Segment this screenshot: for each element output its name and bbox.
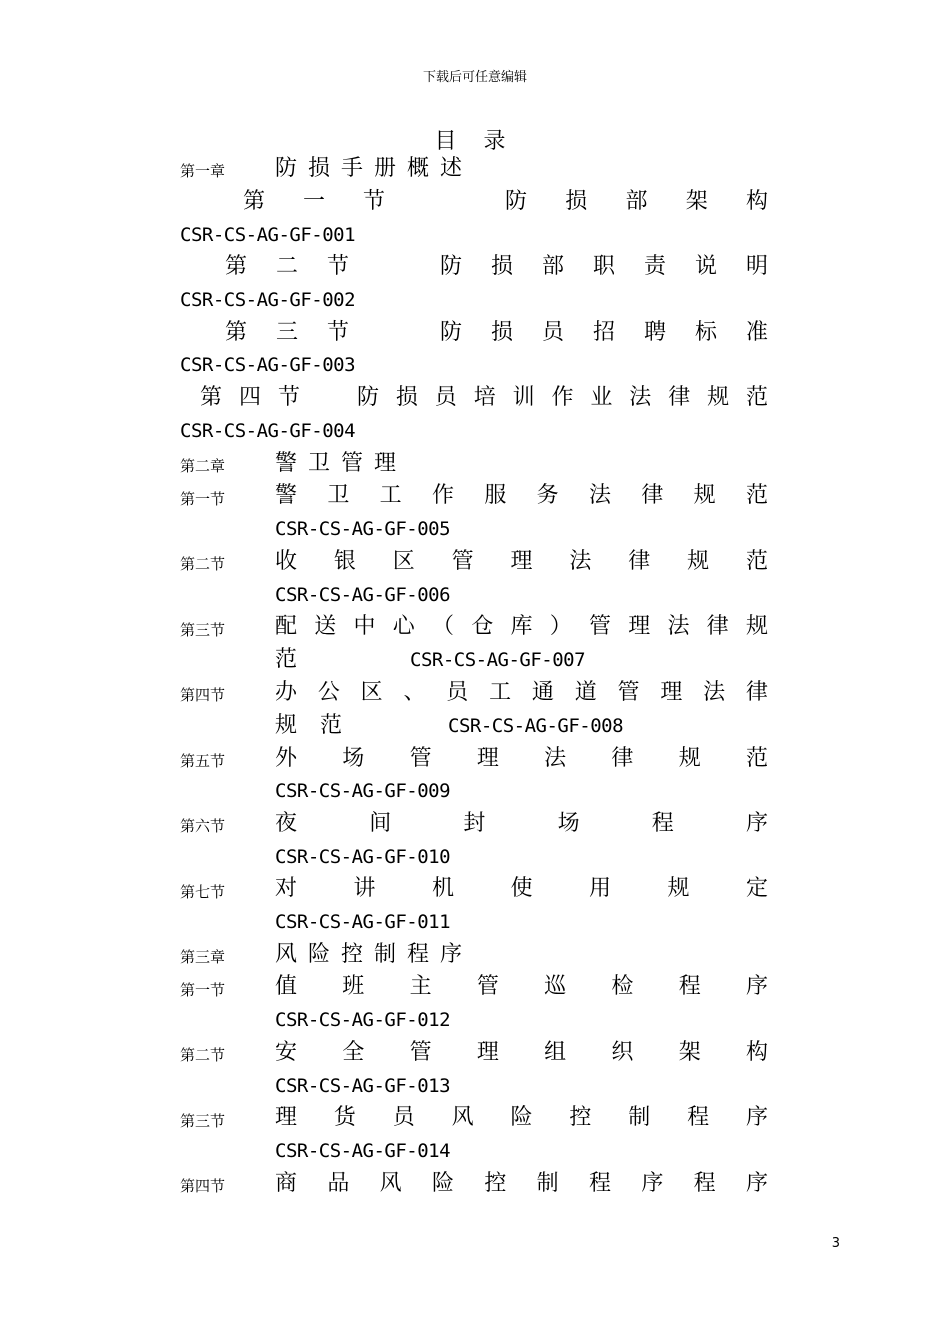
ch1-section-2-code: CSR-CS-AG-GF-002	[180, 289, 356, 311]
ch3-section-4-label: 第四节	[180, 1177, 226, 1195]
ch2-section-1-code: CSR-CS-AG-GF-005	[275, 518, 451, 540]
ch2-section-2-code: CSR-CS-AG-GF-006	[275, 584, 451, 606]
ch3-section-4-title: 商 品 风 险 控 制 程 序 程 序	[275, 1171, 768, 1196]
ch3-section-1-code: CSR-CS-AG-GF-012	[275, 1009, 451, 1031]
ch1-section-3-code: CSR-CS-AG-GF-003	[180, 354, 356, 376]
ch1-section-4-label: 第 四 节	[200, 385, 300, 410]
ch3-section-3-code: CSR-CS-AG-GF-014	[275, 1140, 451, 1162]
ch2-section-4-label: 第四节	[180, 686, 226, 704]
ch2-section-3-title: 配 送 中 心 （ 仓 库 ） 管 理 法 律 规	[275, 614, 768, 639]
ch1-section-1-label: 第 一 节	[243, 189, 385, 214]
ch2-section-3-label: 第三节	[180, 621, 226, 639]
ch3-section-2-label: 第二节	[180, 1046, 226, 1064]
ch2-section-5-code: CSR-CS-AG-GF-009	[275, 780, 451, 802]
chapter-2-label: 第二章	[180, 457, 226, 475]
ch2-section-4-title-cont: 规 范	[275, 713, 350, 738]
ch2-section-3-code: CSR-CS-AG-GF-007	[410, 649, 586, 671]
ch2-section-3-title-cont: 范	[275, 647, 298, 672]
ch2-section-7-code: CSR-CS-AG-GF-011	[275, 911, 451, 933]
ch1-section-3-label: 第 三 节	[225, 320, 349, 345]
ch2-section-2-label: 第二节	[180, 555, 226, 573]
ch2-section-6-title: 夜 间 封 场 程 序	[275, 811, 768, 836]
ch1-section-1-title: 防 损 部 架 构	[505, 189, 768, 214]
chapter-3-label: 第三章	[180, 948, 226, 966]
chapter-1-label: 第一章	[180, 162, 226, 180]
ch2-section-5-label: 第五节	[180, 752, 226, 770]
ch1-section-1-code: CSR-CS-AG-GF-001	[180, 224, 356, 246]
ch2-section-1-label: 第一节	[180, 490, 226, 508]
toc-title: 目 录	[434, 129, 516, 154]
chapter-3-title: 风 险 控 制 程 序	[275, 942, 464, 967]
ch3-section-3-label: 第三节	[180, 1112, 226, 1130]
ch3-section-1-label: 第一节	[180, 981, 226, 999]
ch2-section-5-title: 外 场 管 理 法 律 规 范	[275, 746, 768, 771]
ch3-section-3-title: 理 货 员 风 险 控 制 程 序	[275, 1105, 768, 1130]
page-number: 3	[831, 1236, 840, 1251]
ch2-section-2-title: 收 银 区 管 理 法 律 规 范	[275, 549, 768, 574]
ch1-section-4-title: 防 损 员 培 训 作 业 法 律 规 范	[357, 385, 768, 410]
ch2-section-1-title: 警 卫 工 作 服 务 法 律 规 范	[275, 483, 768, 508]
ch2-section-7-title: 对 讲 机 使 用 规 定	[275, 876, 768, 901]
ch2-section-7-label: 第七节	[180, 883, 226, 901]
ch3-section-1-title: 值 班 主 管 巡 检 程 序	[275, 974, 768, 999]
ch3-section-2-title: 安 全 管 理 组 织 架 构	[275, 1040, 768, 1065]
page-header: 下载后可任意编辑	[422, 70, 527, 85]
ch2-section-6-label: 第六节	[180, 817, 226, 835]
ch3-section-2-code: CSR-CS-AG-GF-013	[275, 1075, 451, 1097]
ch1-section-3-title: 防 损 员 招 聘 标 准	[440, 320, 768, 345]
ch2-section-4-title: 办 公 区 、 员 工 通 道 管 理 法 律	[275, 680, 768, 705]
chapter-2-title: 警 卫 管 理	[275, 451, 398, 476]
ch2-section-4-code: CSR-CS-AG-GF-008	[448, 715, 624, 737]
ch1-section-2-label: 第 二 节	[225, 254, 349, 279]
chapter-1-title: 防 损 手 册 概 述	[275, 156, 464, 181]
ch1-section-2-title: 防 损 部 职 责 说 明	[440, 254, 768, 279]
ch1-section-4-code: CSR-CS-AG-GF-004	[180, 420, 356, 442]
ch2-section-6-code: CSR-CS-AG-GF-010	[275, 846, 451, 868]
